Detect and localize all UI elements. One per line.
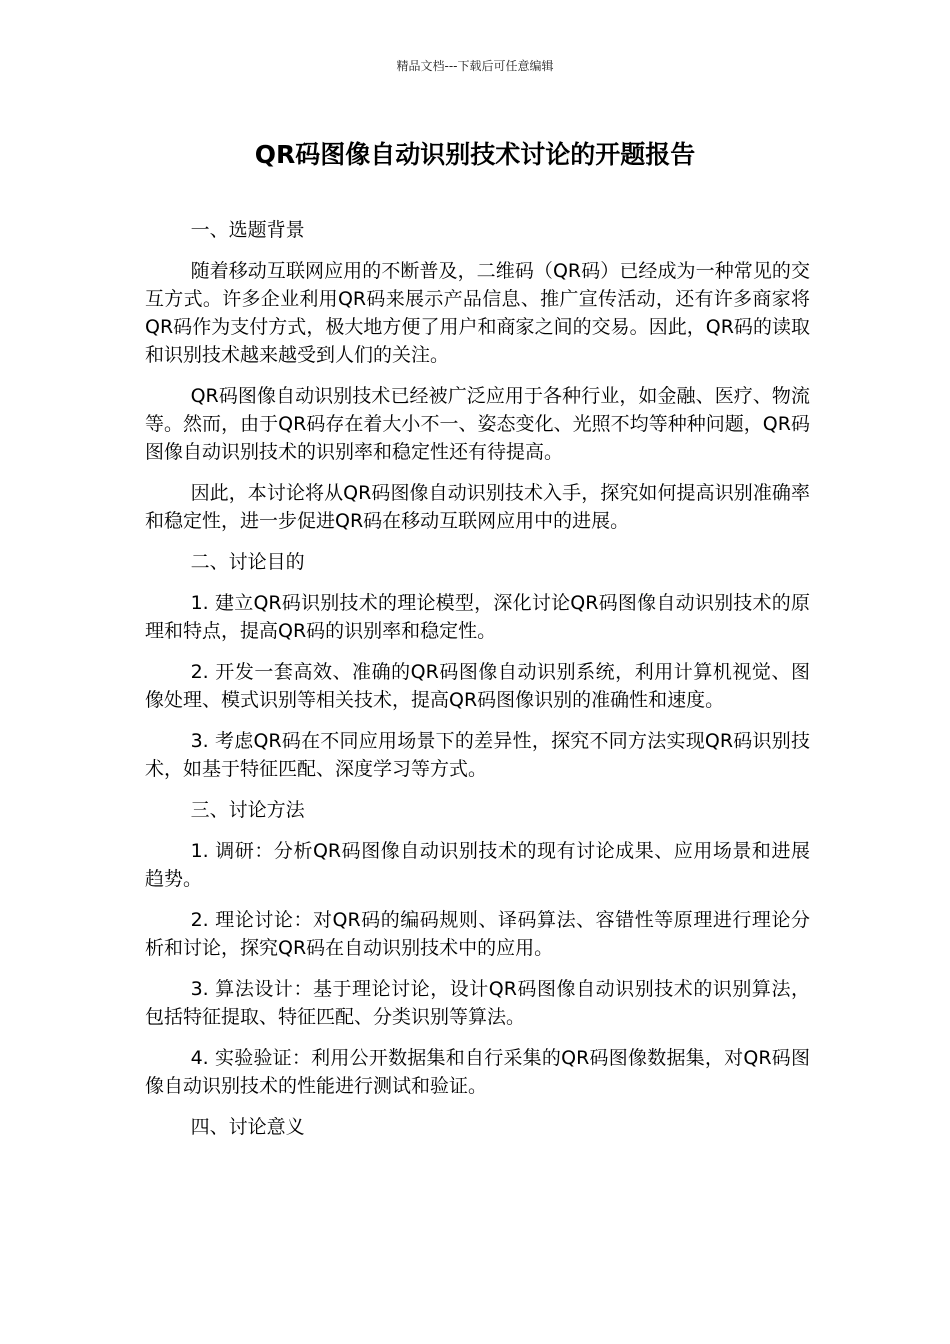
list-item: 1. 建立QR码识别技术的理论模型，深化讨论QR码图像自动识别技术的原理和特点，提高QR码的识别率和稳定性。 (145, 592, 810, 642)
paragraph: 因此，本讨论将从QR码图像自动识别技术入手，探究如何提高识别准确率和稳定性，进一步促进QR码在移动互联网应用中的进展。 (145, 482, 810, 532)
list-item: 3. 算法设计：基于理论讨论，设计QR码图像自动识别技术的识别算法，包括特征提取、特征匹配、分类识别等算法。 (145, 978, 810, 1028)
list-item: 3. 考虑QR码在不同应用场景下的差异性，探究不同方法实现QR码识别技术，如基于特征匹配、深度学习等方式。 (145, 730, 810, 780)
section-heading-background: 一、选题背景 (190, 219, 305, 241)
list-item: 2. 开发一套高效、准确的QR码图像自动识别系统，利用计算机视觉、图像处理、模式识别等相关技术，提高QR码图像识别的准确性和速度。 (145, 661, 810, 711)
header-note: 精品文档---下载后可任意编辑 (396, 59, 554, 73)
list-item: 1. 调研：分析QR码图像自动识别技术的现有讨论成果、应用场景和进展趋势。 (145, 840, 810, 890)
section-heading-methods: 三、讨论方法 (190, 799, 305, 821)
paragraph: QR码图像自动识别技术已经被广泛应用于各种行业，如金融、医疗、物流等。然而，由于QR码存在着大小不一、姿态变化、光照不均等种种问题，QR码图像自动识别技术的识别率和稳定性还有待提高。 (145, 385, 810, 463)
document-title: QR码图像自动识别技术讨论的开题报告 (254, 140, 696, 169)
list-item: 4. 实验验证：利用公开数据集和自行采集的QR码图像数据集，对QR码图像自动识别技术的性能进行测试和验证。 (145, 1047, 810, 1097)
document-body (145, 216, 810, 1154)
section-heading-purpose: 二、讨论目的 (190, 551, 305, 573)
list-item: 2. 理论讨论：对QR码的编码规则、译码算法、容错性等原理进行理论分析和讨论，探究QR码在自动识别技术中的应用。 (145, 909, 810, 959)
paragraph: 随着移动互联网应用的不断普及，二维码（QR码）已经成为一种常见的交互方式。许多企业利用QR码来展示产品信息、推广宣传活动，还有许多商家将QR码作为支付方式，极大地方便了用户和商家之间的交易。因此，QR码的读取和识别技术越来越受到人们的关注。 (145, 260, 810, 366)
section-heading-significance: 四、讨论意义 (190, 1116, 305, 1138)
